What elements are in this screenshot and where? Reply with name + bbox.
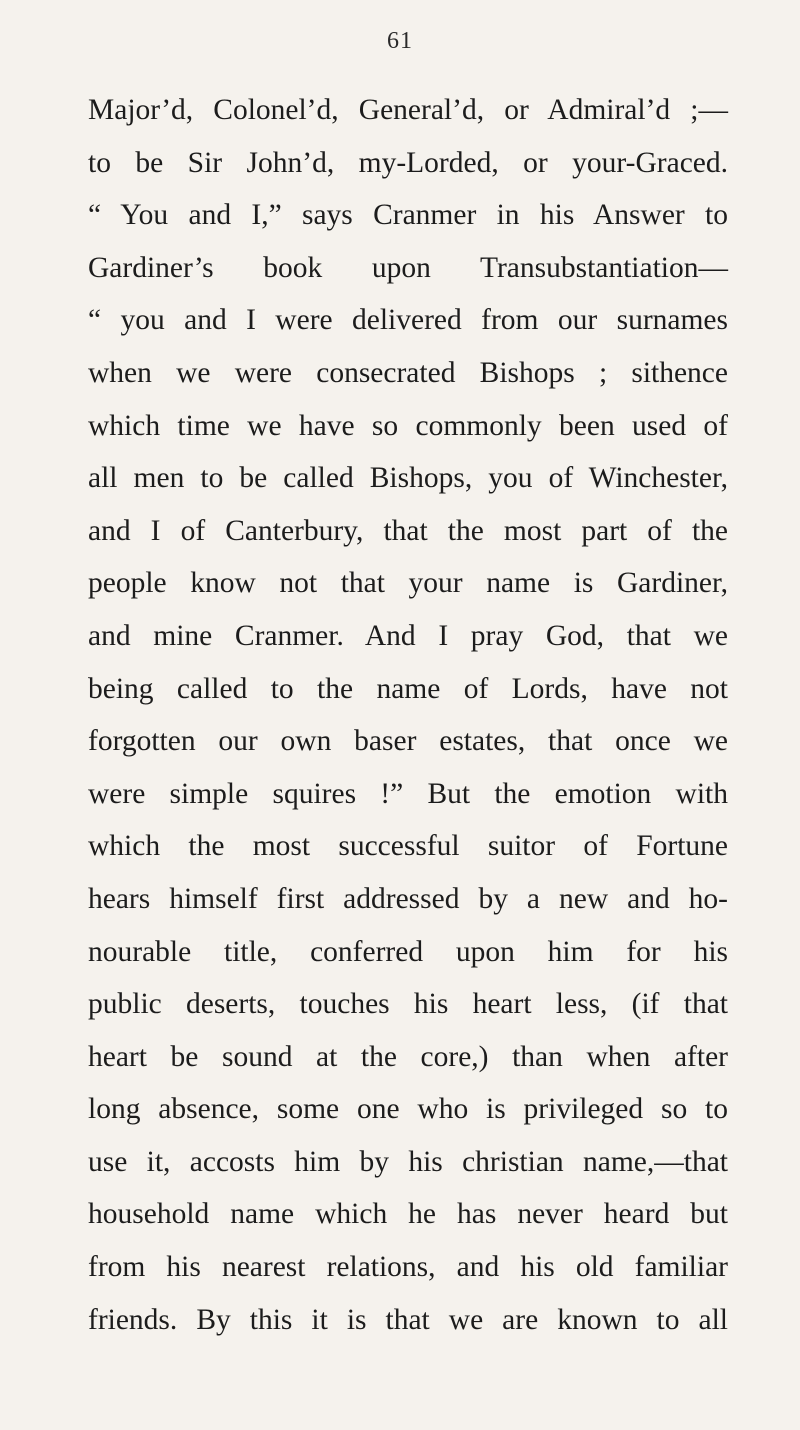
text-line: all men to be called Bishops, you of Winchester, xyxy=(88,462,728,495)
text-line: Gardiner’s book upon Transubstantiation— xyxy=(88,251,728,284)
text-line: use it, accosts him by his christian name,—that xyxy=(88,1145,728,1178)
text-line: “ you and I were delivered from our surnames xyxy=(88,304,728,337)
text-line: to be Sir John’d, my-Lorded, or your-Graced. xyxy=(88,146,728,179)
text-line: friends. By this it is that we are known to all xyxy=(88,1303,728,1336)
text-line: nourable title, conferred upon him for his xyxy=(88,935,728,968)
text-line: household name which he has never heard but xyxy=(88,1198,728,1231)
text-line: hears himself first addressed by a new and ho- xyxy=(88,882,728,915)
text-line: when we were consecrated Bishops ; sithence xyxy=(88,356,728,389)
text-line: and I of Canterbury, that the most part of the xyxy=(88,514,728,547)
page-number: 61 xyxy=(387,28,413,54)
text-line: which the most successful suitor of Fortune xyxy=(88,830,728,863)
text-line: “ You and I,” says Cranmer in his Answer to xyxy=(88,199,728,232)
text-line: forgotten our own baser estates, that once we xyxy=(88,725,728,758)
text-line: and mine Cranmer. And I pray God, that we xyxy=(88,619,728,652)
body-text xyxy=(88,84,728,1346)
text-line: Major’d, Colonel’d, General’d, or Admiral’d ;— xyxy=(88,94,728,126)
text-line: public deserts, touches his heart less, (if that xyxy=(88,988,728,1021)
text-line: being called to the name of Lords, have not xyxy=(88,672,728,705)
text-line: were simple squires !” But the emotion with xyxy=(88,777,728,810)
text-line: which time we have so commonly been used of xyxy=(88,409,728,442)
text-line: long absence, some one who is privileged so to xyxy=(88,1093,728,1126)
text-line: from his nearest relations, and his old familiar xyxy=(88,1251,728,1284)
text-line: people know not that your name is Gardiner, xyxy=(88,567,728,600)
text-line: heart be sound at the core,) than when after xyxy=(88,1040,728,1073)
